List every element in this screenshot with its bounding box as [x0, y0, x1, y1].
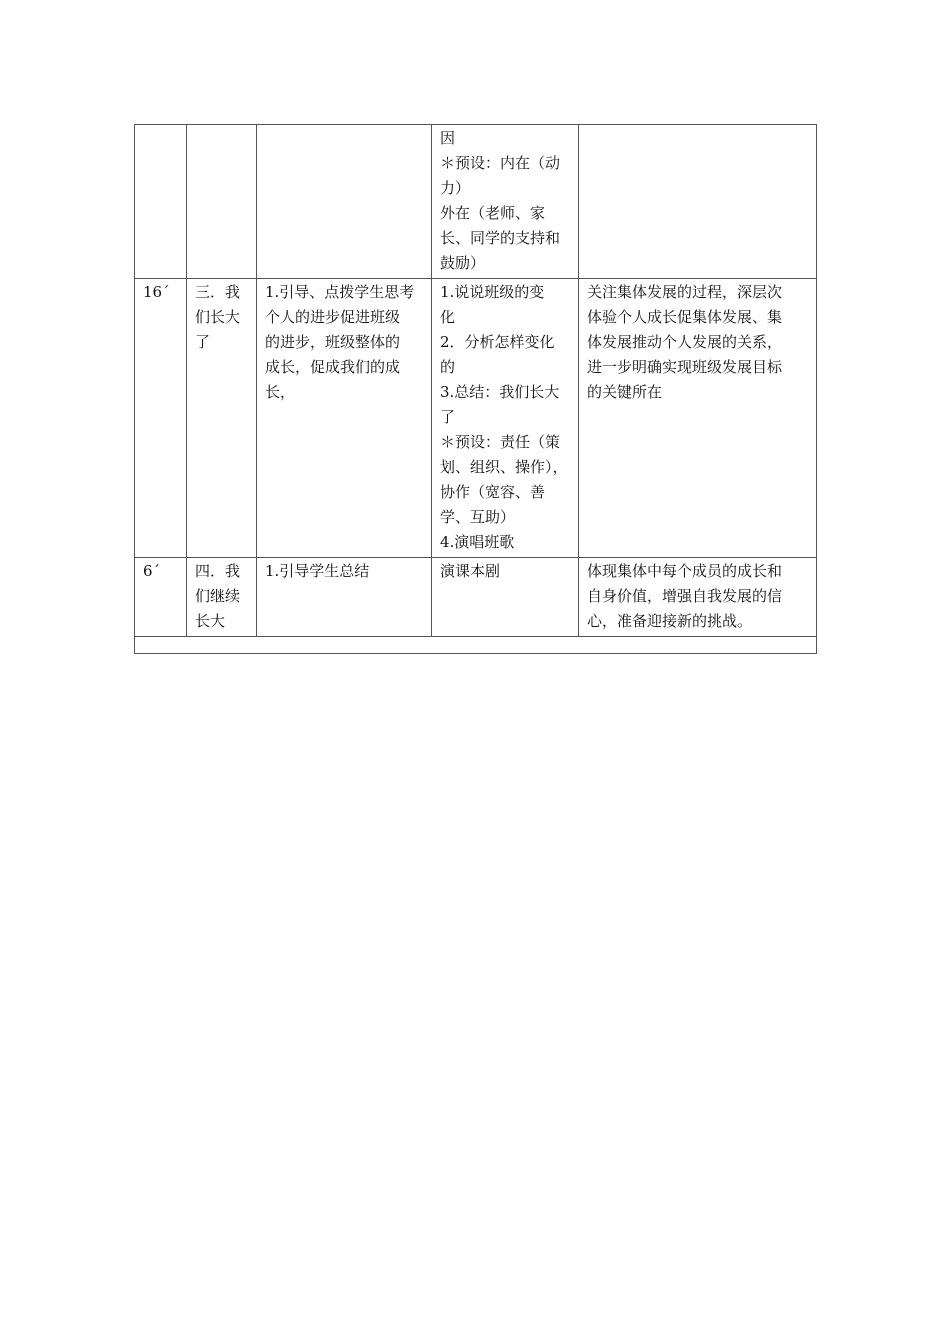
cell-text-line: 外在（老师、家: [440, 204, 546, 222]
cell-text-line: 长，: [265, 383, 296, 401]
cell-text-line: 进一步明确实现班级发展目标: [587, 358, 783, 376]
table-body: [135, 125, 817, 654]
cell-text-line: 的关键所在: [587, 383, 663, 401]
design-intent-cell: [579, 125, 817, 279]
cell-text-line: 力）: [440, 179, 471, 197]
cell-text-line: ＊预设：内在（动: [440, 154, 561, 172]
student-activity-cell: [432, 558, 579, 637]
cell-text-line: 学、互助）: [440, 508, 516, 526]
time-cell: [135, 279, 187, 558]
cell-text-line: 体现集体中每个成员的成长和: [587, 562, 783, 580]
cell-text-line: 划、组织、操作），: [440, 458, 568, 476]
empty-cell: [135, 637, 817, 654]
table-row: [135, 558, 817, 637]
cell-text-line: 协作（宽容、善: [440, 483, 546, 501]
design-intent-cell: [579, 558, 817, 637]
cell-text-line: 因: [440, 129, 456, 147]
table-row: [135, 279, 817, 558]
cell-text-line: 的: [440, 358, 456, 376]
cell-text-line: 的进步，班级整体的: [265, 333, 401, 351]
cell-text-line: 16´: [143, 283, 170, 301]
cell-text-line: 个人的进步促进班级: [265, 308, 401, 326]
cell-text-line: 6´: [143, 562, 161, 580]
cell-text-line: 2．分析怎样变化: [440, 333, 555, 351]
cell-text-line: 了: [440, 408, 456, 426]
cell-text-line: 长大: [195, 612, 226, 630]
cell-text-line: 1.引导、点拨学生思考: [265, 283, 415, 301]
table-row: [135, 125, 817, 279]
cell-text-line: 体验个人成长促集体发展、集: [587, 308, 783, 326]
stage-cell: [187, 558, 257, 637]
cell-text-line: 自身价值，增强自我发展的信: [587, 587, 783, 605]
lesson-plan-table: [134, 124, 817, 654]
teacher-activity-cell: [257, 125, 432, 279]
table-row-empty: [135, 637, 817, 654]
cell-text-line: 四．我: [195, 562, 241, 580]
cell-text-line: 演课本剧: [440, 562, 501, 580]
cell-text-line: 1.引导学生总结: [265, 562, 370, 580]
cell-text-line: 4.演唱班歌: [440, 533, 515, 551]
cell-text-line: 3.总结：我们长大: [440, 383, 560, 401]
cell-text-line: 关注集体发展的过程，深层次: [587, 283, 783, 301]
teacher-activity-cell: [257, 279, 432, 558]
time-cell: [135, 125, 187, 279]
time-cell: [135, 558, 187, 637]
cell-text-line: 们长大: [195, 308, 241, 326]
cell-text-line: ＊预设：责任（策: [440, 433, 561, 451]
cell-text-line: 心，准备迎接新的挑战。: [587, 612, 753, 630]
cell-text-line: 鼓励）: [440, 254, 486, 272]
stage-cell: [187, 279, 257, 558]
student-activity-cell: [432, 125, 579, 279]
cell-text-line: 们继续: [195, 587, 241, 605]
stage-cell: [187, 125, 257, 279]
cell-text-line: 化: [440, 308, 456, 326]
cell-text-line: 了: [195, 333, 211, 351]
cell-text-line: 成长，促成我们的成: [265, 358, 401, 376]
cell-text-line: 长、同学的支持和: [440, 229, 561, 247]
design-intent-cell: [579, 279, 817, 558]
cell-text-line: 1.说说班级的变: [440, 283, 545, 301]
cell-text-line: 体发展推动个人发展的关系，: [587, 333, 783, 351]
student-activity-cell: [432, 279, 579, 558]
cell-text-line: 三．我: [195, 283, 241, 301]
teacher-activity-cell: [257, 558, 432, 637]
